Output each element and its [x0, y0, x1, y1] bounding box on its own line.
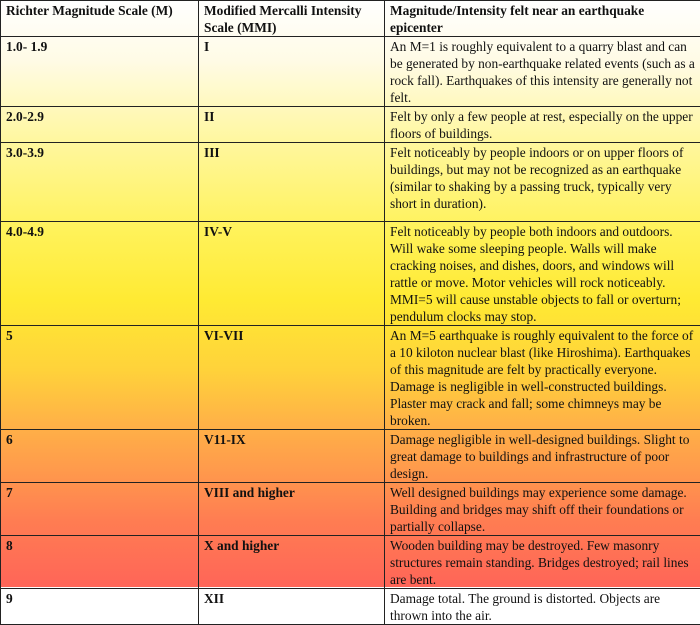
table-row: [1, 143, 700, 222]
header-mmi: Modified Mercalli Intensity Scale (MMI): [199, 1, 385, 37]
richter-cell: 6: [1, 430, 199, 483]
table-row: [1, 37, 700, 107]
table-row: [1, 222, 700, 326]
mmi-cell: XII: [199, 589, 385, 625]
richter-cell: 7: [1, 483, 199, 536]
mmi-cell: II: [199, 107, 385, 143]
header-description: Magnitude/Intensity felt near an earthquake epicenter: [385, 1, 700, 37]
table-row: [1, 536, 700, 589]
header-row: [1, 1, 700, 37]
mmi-cell: IV-V: [199, 222, 385, 326]
table-row: [1, 107, 700, 143]
richter-cell: 2.0-2.9: [1, 107, 199, 143]
mmi-cell: VI-VII: [199, 326, 385, 430]
description-cell: Well designed buildings may experience some damage. Building and bridges may shift off their foundations or partially collapse.: [385, 483, 700, 536]
table-row: [1, 483, 700, 536]
table-row: [1, 589, 700, 625]
table-row: [1, 430, 700, 483]
richter-cell: 3.0-3.9: [1, 143, 199, 222]
richter-cell: 5: [1, 326, 199, 430]
description-cell: Wooden building may be destroyed. Few masonry structures remain standing. Bridges destroyed; rail lines are bent.: [385, 536, 700, 589]
mmi-cell: III: [199, 143, 385, 222]
richter-cell: 1.0- 1.9: [1, 37, 199, 107]
description-cell: Damage negligible in well-designed buildings. Slight to great damage to buildings and infrastructure of poor design.: [385, 430, 700, 483]
header-richter: Richter Magnitude Scale (M): [1, 1, 199, 37]
mmi-cell: I: [199, 37, 385, 107]
mmi-cell: V11-IX: [199, 430, 385, 483]
richter-cell: 8: [1, 536, 199, 589]
description-cell: An M=1 is roughly equivalent to a quarry blast and can be generated by non-earthquake related events (such as a rock fall). Earthquakes of this intensity are generally not felt.: [385, 37, 700, 107]
richter-cell: 4.0-4.9: [1, 222, 199, 326]
description-cell: Felt noticeably by people both indoors and outdoors. Will wake some sleeping people. Walls will make cracking noises, and dishes, doors, and windows will rattle or move. Motor vehicles will rock noticeably. MMI=5 will cause unstable objects to fall or overturn; pendulum clocks may stop.: [385, 222, 700, 326]
mmi-cell: X and higher: [199, 536, 385, 589]
description-cell: Felt noticeably by people indoors or on upper floors of buildings, but may not be recognized as an earthquake (similar to shaking by a passing truck, typically very short in duration).: [385, 143, 700, 222]
mmi-cell: VIII and higher: [199, 483, 385, 536]
description-cell: An M=5 earthquake is roughly equivalent to the force of a 10 kiloton nuclear blast (like Hiroshima). Earthquakes of this magnitude are felt by practically everyone. Damage is negligible in well-constructed buildings. Plaster may crack and fall; some chimneys may be broken.: [385, 326, 700, 430]
description-cell: Felt by only a few people at rest, especially on the upper floors of buildings.: [385, 107, 700, 143]
richter-cell: 9: [1, 589, 199, 625]
description-cell: Damage total. The ground is distorted. Objects are thrown into the air.: [385, 589, 700, 625]
table-row: [1, 326, 700, 430]
